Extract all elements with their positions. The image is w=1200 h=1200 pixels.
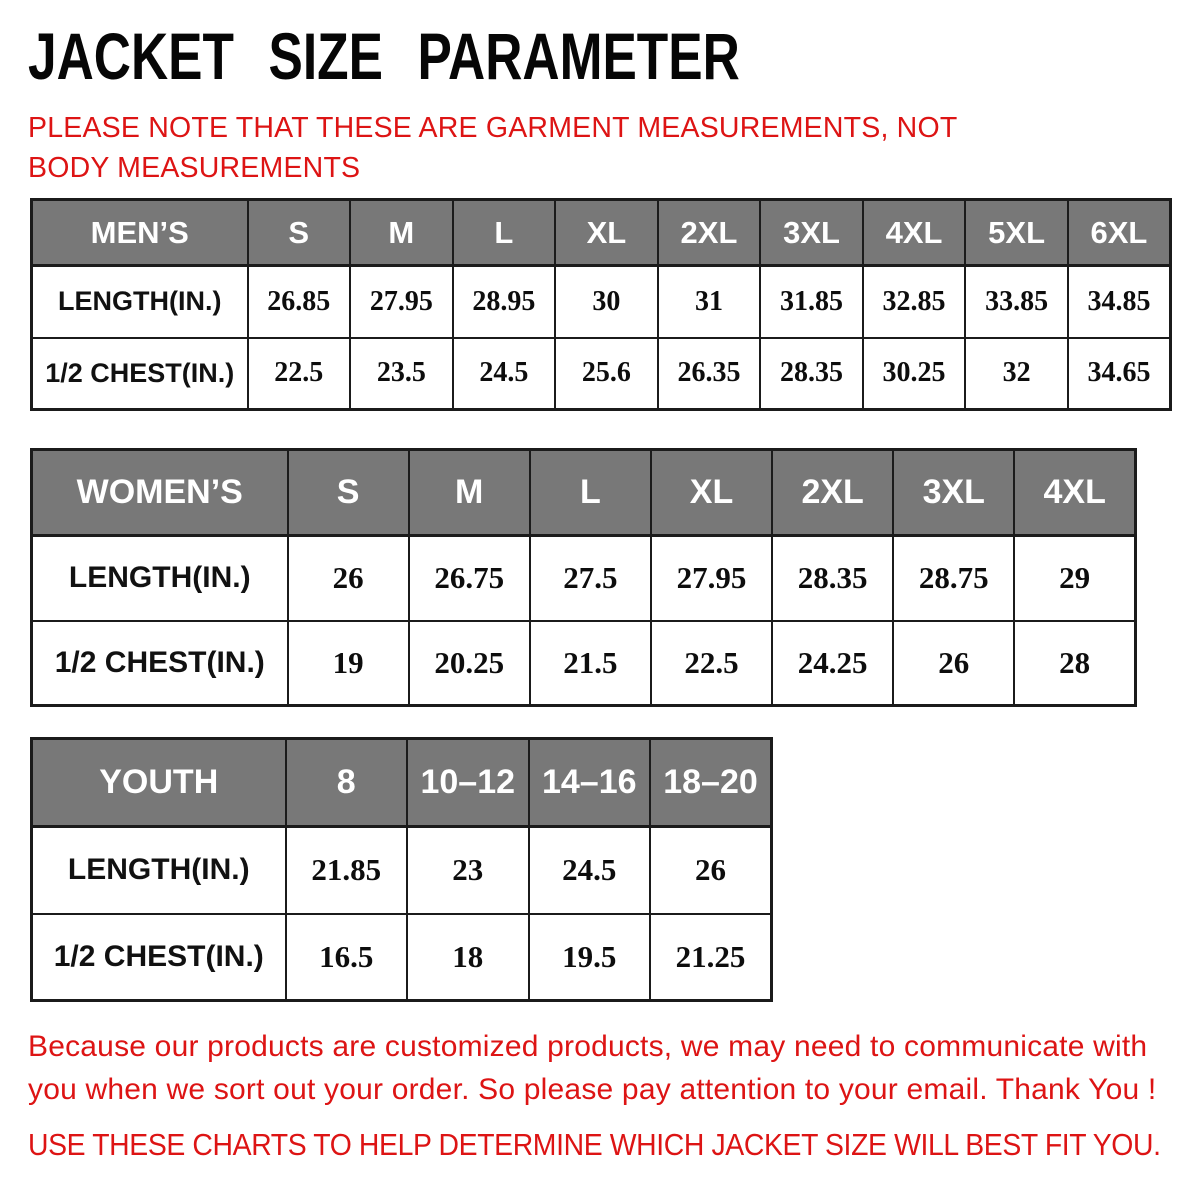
size-table-youth [30,737,773,1002]
measurement-value-cell: 32.85 [863,266,966,338]
measurement-value-cell: 16.5 [286,914,408,1001]
measurement-value-cell: 30 [555,266,658,338]
measurement-value-cell: 21.25 [650,914,772,1001]
measurement-value-cell: 28.75 [893,536,1014,621]
size-column-header: 10–12 [407,739,529,827]
size-column-header: S [248,200,351,266]
measurement-value-cell: 18 [407,914,529,1001]
measurement-value-cell: 23.5 [350,338,453,410]
measurement-value-cell: 22.5 [248,338,351,410]
measurement-value-cell: 24.5 [453,338,556,410]
size-column-header: XL [651,450,772,536]
measurement-value-cell: 27.95 [350,266,453,338]
size-column-header: L [453,200,556,266]
measurement-value-cell: 26.35 [658,338,761,410]
size-table-mens [30,198,1172,411]
page-title: JACKET SIZE PARAMETER [28,19,740,93]
measurement-value-cell: 28.95 [453,266,556,338]
size-column-header: 18–20 [650,739,772,827]
measurement-value-cell: 20.25 [409,621,530,706]
measurement-value-cell: 27.95 [651,536,772,621]
size-column-header: 6XL [1068,200,1171,266]
measurement-value-cell: 26.85 [248,266,351,338]
measurement-row [32,536,1136,621]
size-column-header: 5XL [965,200,1068,266]
size-table-header-row [32,200,1171,266]
measurement-value-cell: 32 [965,338,1068,410]
measurement-value-cell: 26 [650,827,772,914]
measurement-value-cell: 19 [288,621,409,706]
measurement-row-label: 1/2 CHEST(IN.) [32,621,288,706]
size-column-header: 14–16 [529,739,651,827]
measurement-row-label: 1/2 CHEST(IN.) [32,914,286,1001]
measurement-row [32,914,772,1001]
measurement-row-label: 1/2 CHEST(IN.) [32,338,248,410]
customization-notice: Because our products are customized products, we may need to communicate with you when we sort out your order. So please pay attention to your email. Thank You ! [28,1030,1157,1106]
size-column-header: 3XL [893,450,1014,536]
garment-measurement-note: PLEASE NOTE THAT THESE ARE GARMENT MEASUREMENTS, NOT BODY MEASUREMENTS [28,112,957,185]
size-column-header: 2XL [772,450,893,536]
measurement-value-cell: 22.5 [651,621,772,706]
measurement-value-cell: 29 [1014,536,1135,621]
size-column-header: 2XL [658,200,761,266]
size-column-header: M [350,200,453,266]
measurement-value-cell: 31 [658,266,761,338]
size-table-womens [30,448,1137,707]
table-category-header: MEN’S [32,200,248,266]
size-column-header: M [409,450,530,536]
measurement-value-cell: 21.85 [286,827,408,914]
size-column-header: S [288,450,409,536]
size-column-header: L [530,450,651,536]
size-column-header: 4XL [863,200,966,266]
measurement-row-label: LENGTH(IN.) [32,536,288,621]
measurement-value-cell: 23 [407,827,529,914]
size-table-header-row [32,739,772,827]
measurement-value-cell: 31.85 [760,266,863,338]
measurement-row-label: LENGTH(IN.) [32,266,248,338]
table-category-header: YOUTH [32,739,286,827]
measurement-value-cell: 25.6 [555,338,658,410]
chart-usage-note: USE THESE CHARTS TO HELP DETERMINE WHICH JACKET SIZE WILL BEST FIT YOU. [28,1128,1161,1162]
measurement-value-cell: 26 [893,621,1014,706]
measurement-value-cell: 24.25 [772,621,893,706]
measurement-value-cell: 33.85 [965,266,1068,338]
measurement-value-cell: 21.5 [530,621,651,706]
size-column-header: 3XL [760,200,863,266]
table-category-header: WOMEN’S [32,450,288,536]
measurement-value-cell: 26.75 [409,536,530,621]
size-column-header: 8 [286,739,408,827]
size-column-header: XL [555,200,658,266]
measurement-value-cell: 34.85 [1068,266,1171,338]
size-table-header-row [32,450,1136,536]
measurement-row [32,827,772,914]
measurement-value-cell: 28.35 [772,536,893,621]
measurement-row [32,338,1171,410]
measurement-value-cell: 34.65 [1068,338,1171,410]
measurement-value-cell: 19.5 [529,914,651,1001]
measurement-value-cell: 26 [288,536,409,621]
size-column-header: 4XL [1014,450,1135,536]
measurement-value-cell: 24.5 [529,827,651,914]
measurement-row [32,266,1171,338]
measurement-value-cell: 28.35 [760,338,863,410]
measurement-value-cell: 30.25 [863,338,966,410]
measurement-row-label: LENGTH(IN.) [32,827,286,914]
measurement-row [32,621,1136,706]
measurement-value-cell: 28 [1014,621,1135,706]
measurement-value-cell: 27.5 [530,536,651,621]
